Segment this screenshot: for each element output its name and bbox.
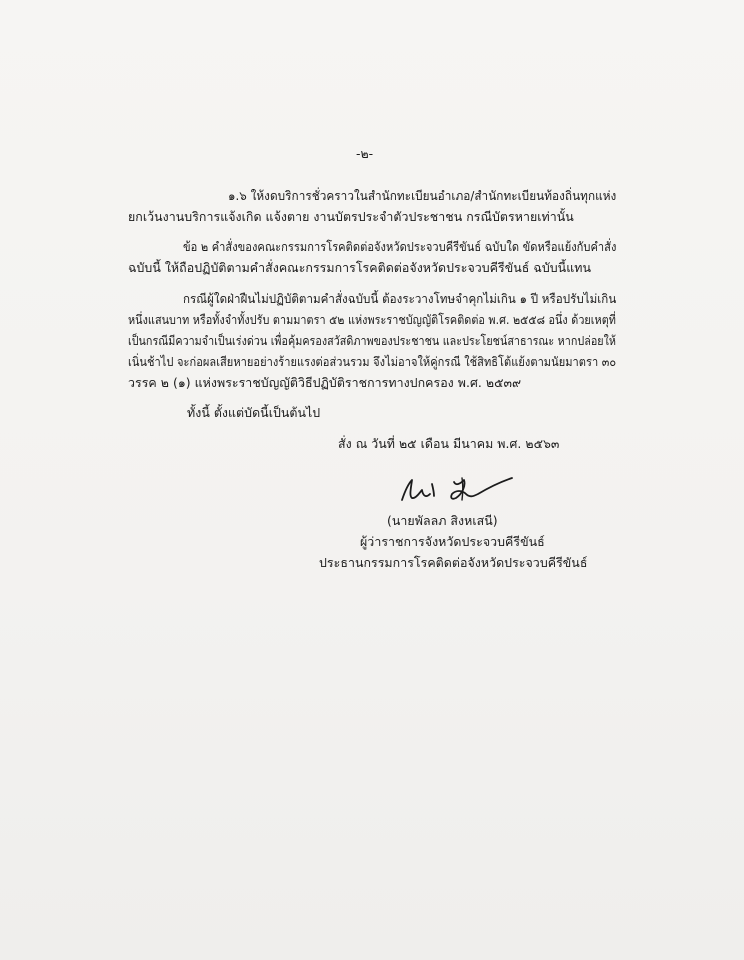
signatory-position-1: ผู้ว่าราชการจังหวัดประจวบคีรีขันธ์ bbox=[360, 534, 545, 549]
clause-1-6-line-1: ๑.๖ ให้งดบริการชั่วคราวในสำนักทะเบียนอำเภอ/สำนักทะเบียนท้องถิ่นทุกแห่ง bbox=[228, 188, 617, 203]
signatory-position-2: ประธานกรรมการโรคติดต่อจังหวัดประจวบคีรีขันธ์ bbox=[319, 555, 588, 570]
page-number: -๒- bbox=[356, 146, 374, 161]
signatory-name: (นายพัลลภ สิงหเสนี) bbox=[387, 513, 498, 528]
clause-2-line-2: ฉบับนี้ ให้ถือปฏิบัติตามคำสั่งคณะกรรมการโรคติดต่อจังหวัดประจวบคีรีขันธ์ ฉบับนี้แทน bbox=[128, 260, 591, 275]
order-date: สั่ง ณ วันที่ ๒๕ เดือน มีนาคม พ.ศ. ๒๕๖๓ bbox=[338, 436, 560, 451]
penalty-line-5: วรรค ๒ (๑) แห่งพระราชบัญญัติวิธีปฏิบัติราชการทางปกครอง พ.ศ. ๒๕๓๙ bbox=[128, 375, 522, 390]
penalty-line-2: หนึ่งแสนบาท หรือทั้งจำทั้งปรับ ตามมาตรา ๕๒ แห่งพระราชบัญญัติโรคติดต่อ พ.ศ. ๒๕๕๘ อนึ่ง ด้วยเหตุที่ bbox=[128, 312, 616, 327]
clause-1-6-line-2: ยกเว้นงานบริการแจ้งเกิด แจ้งตาย งานบัตรประจำตัวประชาชน กรณีบัตรหายเท่านั้น bbox=[128, 209, 574, 224]
clause-2-line-1: ข้อ ๒ คำสั่งของคณะกรรมการโรคติดต่อจังหวัดประจวบคีรีขันธ์ ฉบับใด ขัดหรือแย้งกับคำสั่ง bbox=[183, 239, 617, 254]
effective-statement: ทั้งนี้ ตั้งแต่บัดนี้เป็นต้นไป bbox=[187, 405, 321, 420]
penalty-line-1: กรณีผู้ใดฝ่าฝืนไม่ปฏิบัติตามคำสั่งฉบับนี้ ต้องระวางโทษจำคุกไม่เกิน ๑ ปี หรือปรับไม่เกิน bbox=[183, 291, 617, 306]
penalty-line-4: เนิ่นช้าไป จะก่อผลเสียหายอย่างร้ายแรงต่อส่วนรวม จึงไม่อาจให้คู่กรณี ใช้สิทธิโต้แย้งตามนัยมาตรา ๓๐ bbox=[128, 354, 617, 369]
penalty-line-3: เป็นกรณีมีความจำเป็นเร่งด่วน เพื่อคุ้มครองสวัสดิภาพของประชาชน และประโยชน์สาธารณะ หากปล่อยให้ bbox=[128, 333, 617, 348]
signature-image bbox=[396, 474, 516, 508]
